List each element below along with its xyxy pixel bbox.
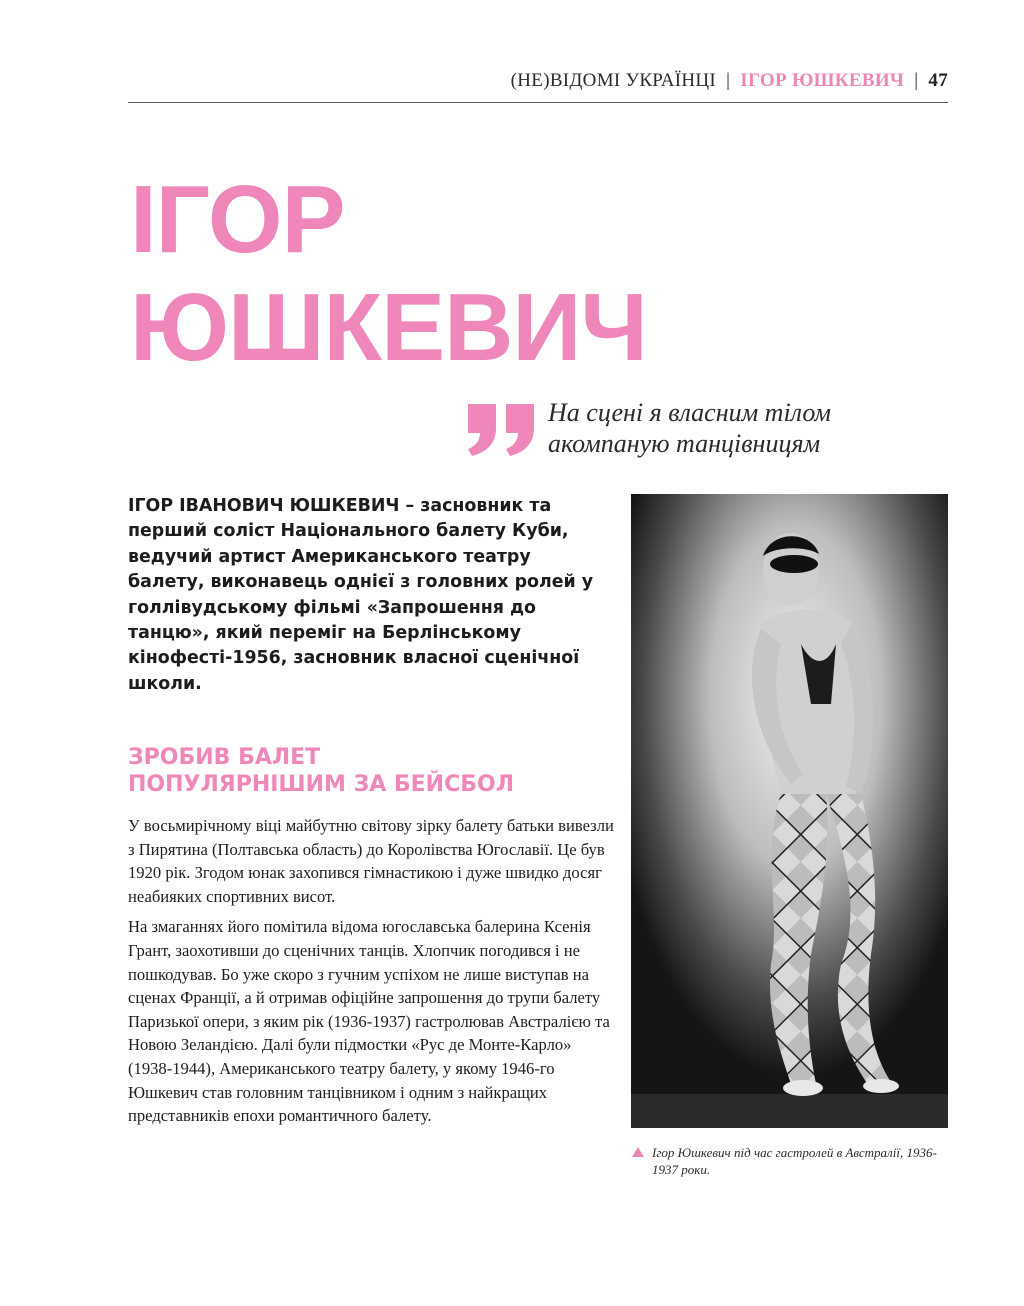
header-separator: | xyxy=(726,70,731,91)
header-section: (НЕ)ВІДОМІ УКРАЇНЦІ xyxy=(510,70,717,91)
dancer-photo xyxy=(631,494,948,1128)
body-paragraph-2: На змаганнях його помітила відома югославська балерина Ксенія Грант, заохотивши до сценічних танців. Хлопчик погодився і не пошкодував. Бо уже скоро з гучним успіхом не лише виступав на сценах Франції, а й отримав офіційне запрошення до трупи балету Паризької опери, з яким рік (1936-1937) гастролював Австралією та Новою Зеландією. Далі були підмостки «Рус де Монте-Карло» (1938-1944), Американського театру балету, у якому 1946-го Юшкевич став головним танцівником і одним з найкращих представників епохи романтичного балету. xyxy=(128,917,610,1126)
header-divider xyxy=(128,102,948,103)
header-name: ІГОР ЮШКЕВИЧ xyxy=(740,70,905,91)
page-number: 47 xyxy=(928,70,948,91)
body-paragraph-1: У восьмирічному віці майбутню світову зірку балету батьки вивезли з Пирятина (Полтавська область) до Королівства Югославії. Це був 1920 рік. Згодом юнак захопився гімнастикою і дуже швидко досяг неабияких спортивних висот. xyxy=(128,816,614,906)
article-body xyxy=(128,814,618,1135)
title-line-2: ЮШКЕВИЧ xyxy=(130,274,647,381)
page-title xyxy=(130,166,890,382)
title-line-1: ІГОР xyxy=(130,166,345,273)
header-separator-2: | xyxy=(914,70,919,91)
quote-mark-icon xyxy=(462,402,542,458)
lead-paragraph: ІГОР ІВАНОВИЧ ЮШКЕВИЧ – засновник та перший соліст Національного балету Куби, ведучий артист Американського театру балету, виконавець однієї з головних ролей у голлівудському фільмі «Запрошення до танцю», який переміг на Берлінському кінофесті-1956, засновник власної сценічної школи. xyxy=(128,496,594,694)
caption-triangle-icon xyxy=(632,1147,644,1157)
running-header xyxy=(128,66,948,96)
section-heading xyxy=(128,744,608,798)
pull-quote xyxy=(548,397,928,459)
section-heading-line-2: ПОПУЛЯРНІШИМ ЗА БЕЙСБОЛ xyxy=(128,772,514,797)
caption-text: Ігор Юшкевич під час гастролей в Австралії, 1936-1937 роки. xyxy=(652,1145,937,1177)
section-heading-line-1: ЗРОБИВ БАЛЕТ xyxy=(128,745,321,770)
photo-caption xyxy=(632,1144,952,1178)
quote-line-2: акомпаную танцівницям xyxy=(548,429,821,458)
quote-line-1: На сцені я власним тілом xyxy=(548,398,831,427)
